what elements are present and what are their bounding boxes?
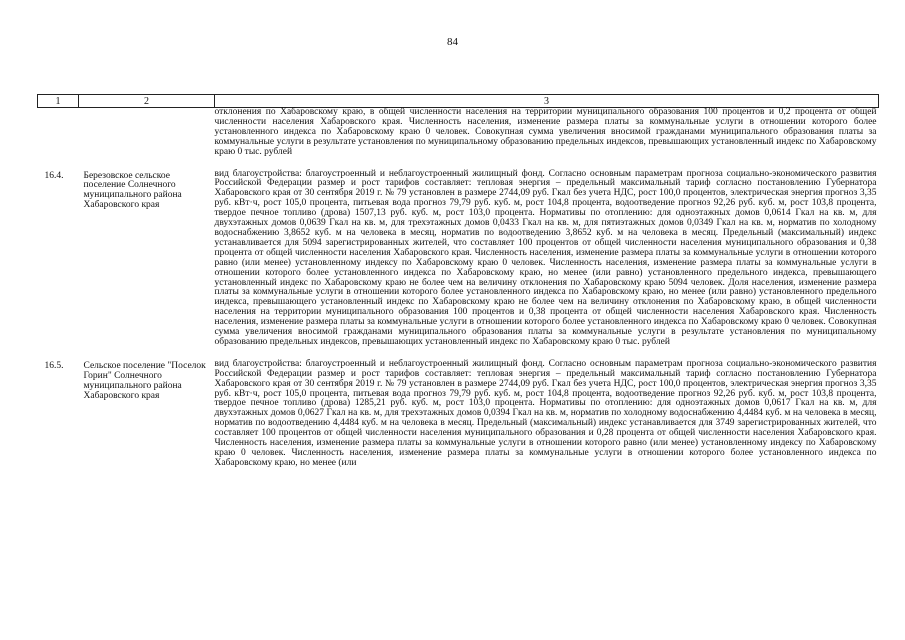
table-header <box>38 95 879 108</box>
table-row <box>38 360 879 469</box>
header-col-1: 1 <box>38 95 79 108</box>
row-description: вид благоустройства: благоустроенный и неблагоустроенный жилищный фонд. Согласно основным параметрам прогноза социально-экономического развития Российской Федерации размер и рост тарифов составляет: тепловая энергия – предельный максимальный тариф согласно постановлению Губернатора Хабаровского края от 30 сентября 2019 г. № 79 установлен в размере 2744,09 руб. Гкал без учета НДС, рост 100,0 процентов, электрическая энергия прогноз 3,35 руб. кВт·ч, рост 105,0 процента, питьевая вода прогноз 79,79 руб. куб. м, рост 104,8 процента, водоотведение прогноз 92,26 руб. куб. м, рост 103,8 процента, твердое печное топливо (дрова) 1285,21 руб. куб. м, рост 103,0 процента. Нормативы по отоплению: для одноэтажных домов 0,0617 Гкал на кв. м, для двухэтажных домов 0,0627 Гкал на кв. м, для трехэтажных домов 0,0394 Гкал на кв. м, норматив по холодному водоснабжению 4,4484 куб. м на человека в месяц, норматив по водоотведению 4,4484 куб. м на человека в месяц. Предельный (максимальный) индекс устанавливается для 3749 зарегистрированных жителей, что составляет 100 процентов от общей численности населения муниципального образования и 0,28 процента от общей численности населения Хабаровского края. Численность населения, изменение размера платы за коммунальные услуги в отношении которого равно (или менее) установленному индексу по Хабаровскому краю 0 человек. Численность населения, изменение размера платы за коммунальные услуги в отношении которого более установленного индекса по Хабаровскому краю, но менее (или <box>214 358 877 468</box>
table-row-continuation <box>38 108 879 158</box>
row-number: 16.4. <box>44 170 64 181</box>
header-col-3: 3 <box>215 95 879 108</box>
table-row <box>38 170 879 348</box>
row-description: отклонения по Хабаровскому краю, в общей численности населения на территории муниципального образования 100 процентов и 0,2 процента от общей численности населения Хабаровского края. Численность населения, изменение размера платы за коммунальные услуги в отношении которого более установленного индекса по Хабаровскому краю 0 человек. Совокупная сумма увеличения вносимой гражданами муниципального образования платы за коммунальные услуги в результате установления по муниципальному образованию предельных индексов, превышающих установленный индекс по Хабаровскому краю 0 тыс. рублей <box>214 107 877 157</box>
page-number: 84 <box>447 36 458 48</box>
row-number: 16.5. <box>44 360 64 371</box>
row-municipality: Березовское сельское поселение Солнечного муниципального района Хабаровского края <box>83 170 182 211</box>
row-municipality: Сельское поселение "Поселок Горин" Солнечного муниципального района Хабаровского края <box>83 360 206 401</box>
header-col-2: 2 <box>79 95 215 108</box>
index-table <box>37 94 879 469</box>
row-description: вид благоустройства: благоустроенный и неблагоустроенный жилищный фонд. Согласно основным параметрам прогноза социально-экономического развития Российской Федерации размер и рост тарифов составляет: тепловая энергия – предельный максимальный тариф согласно постановлению Губернатора Хабаровского края от 30 сентября 2019 г. № 79 установлен в размере 2744,09 руб. Гкал без учета НДС, рост 100,0 процентов, электрическая энергия прогноз 3,35 руб. кВт·ч, рост 105,0 процента, питьевая вода прогноз 79,79 руб. куб. м, рост 104,8 процента, водоотведение прогноз 92,26 руб. куб. м, рост 103,8 процента, твердое печное топливо (дрова) 1507,13 руб. куб. м, рост 103,0 процента. Нормативы по отоплению: для одноэтажных домов 0,0614 Гкал на кв. м, для двухэтажных домов 0,0639 Гкал на кв. м, для трехэтажных домов 0,0433 Гкал на кв. м, для пятиэтажных домов 0,0349 Гкал на кв. м, норматив по холодному водоснабжению 3,8652 куб. м на человека в месяц, норматив по водоотведению 3,8652 куб. м на человека в месяц. Предельный (максимальный) индекс устанавливается для 5094 зарегистрированных жителей, что составляет 100 процентов от общей численности населения муниципального образования и 0,38 процента от общей численности населения Хабаровского края. Численность населения, изменение размера платы за коммунальные услуги в отношении которого равно (или менее) установленному индексу по Хабаровскому краю 0 человек. Численность населения, изменение размера платы за коммунальные услуги в отношении которого более установленного индекса по Хабаровскому краю, но менее (или равно) установленного предельного индекса, превышающего установленный индекс по Хабаровскому краю не более чем на величину отклонения по Хабаровскому краю 5094 человек. Доля населения, изменение размера платы за коммунальные услуги в отношении которого более установленного индекса по Хабаровскому краю, но менее (или равно) установленного предельного индекса, превышающего установленный индекс по Хабаровскому краю не более чем на величину отклонения по Хабаровскому краю, в общей численности населения на территории муниципального образования 100 процентов и 0,38 процента от общей численности населения Хабаровского края. Численность населения, изменение размера платы за коммунальные услуги в отношении которого более установленного индекса по Хабаровскому краю 0 человек. Совокупная сумма увеличения вносимой гражданами муниципального образования платы за коммунальные услуги в результате установления по муниципальному образованию предельных индексов, превышающих установленный индекс по Хабаровскому краю 0 тыс. рублей <box>214 168 877 347</box>
